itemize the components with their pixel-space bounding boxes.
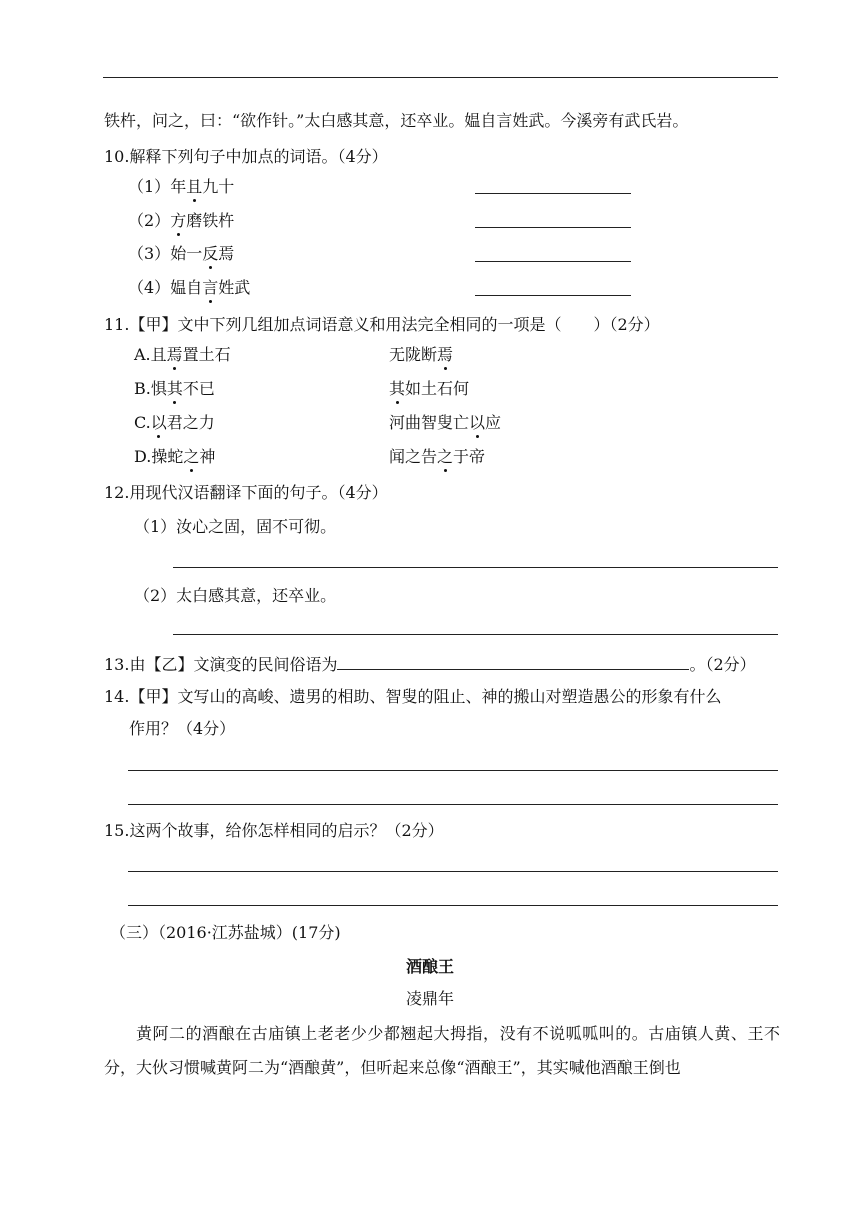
- q14-answer-line-2[interactable]: [128, 804, 778, 805]
- q12-answer-line-2[interactable]: [173, 634, 778, 635]
- emphasis-dot-char: 之: [183, 447, 200, 466]
- q10-item-1: （1）年且九十: [128, 177, 235, 196]
- q11-option-a-left: A.且焉置土石: [134, 345, 231, 364]
- q11-option-c-left: C.以君之力: [134, 413, 215, 432]
- question-13: 13.由【乙】文演变的民间俗语为 。（2分）: [104, 651, 756, 676]
- question-15-title: 15.这两个故事，给你怎样相同的启示？（2分）: [104, 821, 444, 840]
- question-14-line-2: 作用？（4分）: [129, 719, 236, 738]
- q14-answer-line-1[interactable]: [128, 770, 778, 771]
- emphasis-dot-char: 焉: [437, 345, 454, 364]
- q12-sentence-1: （1）汝心之固，固不可彻。: [134, 517, 337, 536]
- q11-option-d-left: D.操蛇之神: [134, 447, 216, 466]
- emphasis-dot-char: 以: [469, 413, 486, 432]
- emphasis-dot-char: 反: [202, 244, 219, 263]
- article-paragraph-1: 黄阿二的酒酿在古庙镇上老老少少都翘起大拇指，没有不说呱呱叫的。古庙镇人黄、王不分，大伙习惯喊黄阿二为“酒酿黄”，但听起来总像“酒酿王”，其实喊他酒酿王倒也: [104, 1024, 780, 1077]
- q10-item-4: （4）媪自言姓武: [128, 278, 251, 297]
- q13-answer-line[interactable]: [337, 651, 689, 670]
- previous-text-line: 铁杵，问之，曰：“欲作针。”太白感其意，还卒业。媪自言姓武。今溪旁有武氏岩。: [104, 111, 689, 130]
- header-rule: [103, 77, 778, 78]
- q12-answer-line-1[interactable]: [173, 567, 778, 568]
- emphasis-dot-char: 且: [186, 177, 203, 196]
- q10-answer-line-3[interactable]: [475, 261, 631, 262]
- q10-answer-line-1[interactable]: [475, 193, 631, 194]
- emphasis-dot-char: 其: [389, 379, 406, 398]
- q12-sentence-2: （2）太白感其意，还卒业。: [134, 586, 337, 605]
- question-14-line-1: 14.【甲】文写山的高峻、遗男的相助、智叟的阻止、神的搬山对塑造愚公的形象有什么: [104, 687, 722, 706]
- q11-option-d-right: 闻之告之于帝: [389, 447, 486, 466]
- q11-option-a-right: 无陇断焉: [389, 345, 454, 364]
- emphasis-dot-char: 言: [202, 278, 219, 297]
- article-author: 凌鼎年: [405, 989, 454, 1008]
- section-heading: （三）（2016·江苏盐城）(17分): [110, 923, 341, 942]
- question-10-title: 10.解释下列句子中加点的词语。（4分）: [104, 147, 388, 166]
- q15-answer-line-1[interactable]: [128, 871, 778, 872]
- question-11-title: 11.【甲】文中下列几组加点词语意义和用法完全相同的一项是（ ）（2分）: [104, 315, 660, 334]
- q11-option-c-right: 河曲智叟亡以应: [389, 413, 502, 432]
- emphasis-dot-char: 其: [166, 379, 183, 398]
- q11-option-b-left: B.惧其不已: [134, 379, 215, 398]
- emphasis-dot-char: 焉: [166, 345, 183, 364]
- emphasis-dot-char: 之: [437, 447, 454, 466]
- question-12-title: 12.用现代汉语翻译下面的句子。（4分）: [104, 483, 388, 502]
- emphasis-dot-char: 方: [170, 211, 187, 230]
- article-title: 酒酿王: [405, 957, 454, 976]
- q10-item-3: （3）始一反焉: [128, 244, 235, 263]
- q15-answer-line-2[interactable]: [128, 905, 778, 906]
- q10-answer-line-2[interactable]: [475, 227, 631, 228]
- q10-item-2: （2）方磨铁杵: [128, 211, 235, 230]
- q11-option-b-right: 其如土石何: [389, 379, 470, 398]
- q10-answer-line-4[interactable]: [475, 295, 631, 296]
- emphasis-dot-char: 以: [150, 413, 167, 432]
